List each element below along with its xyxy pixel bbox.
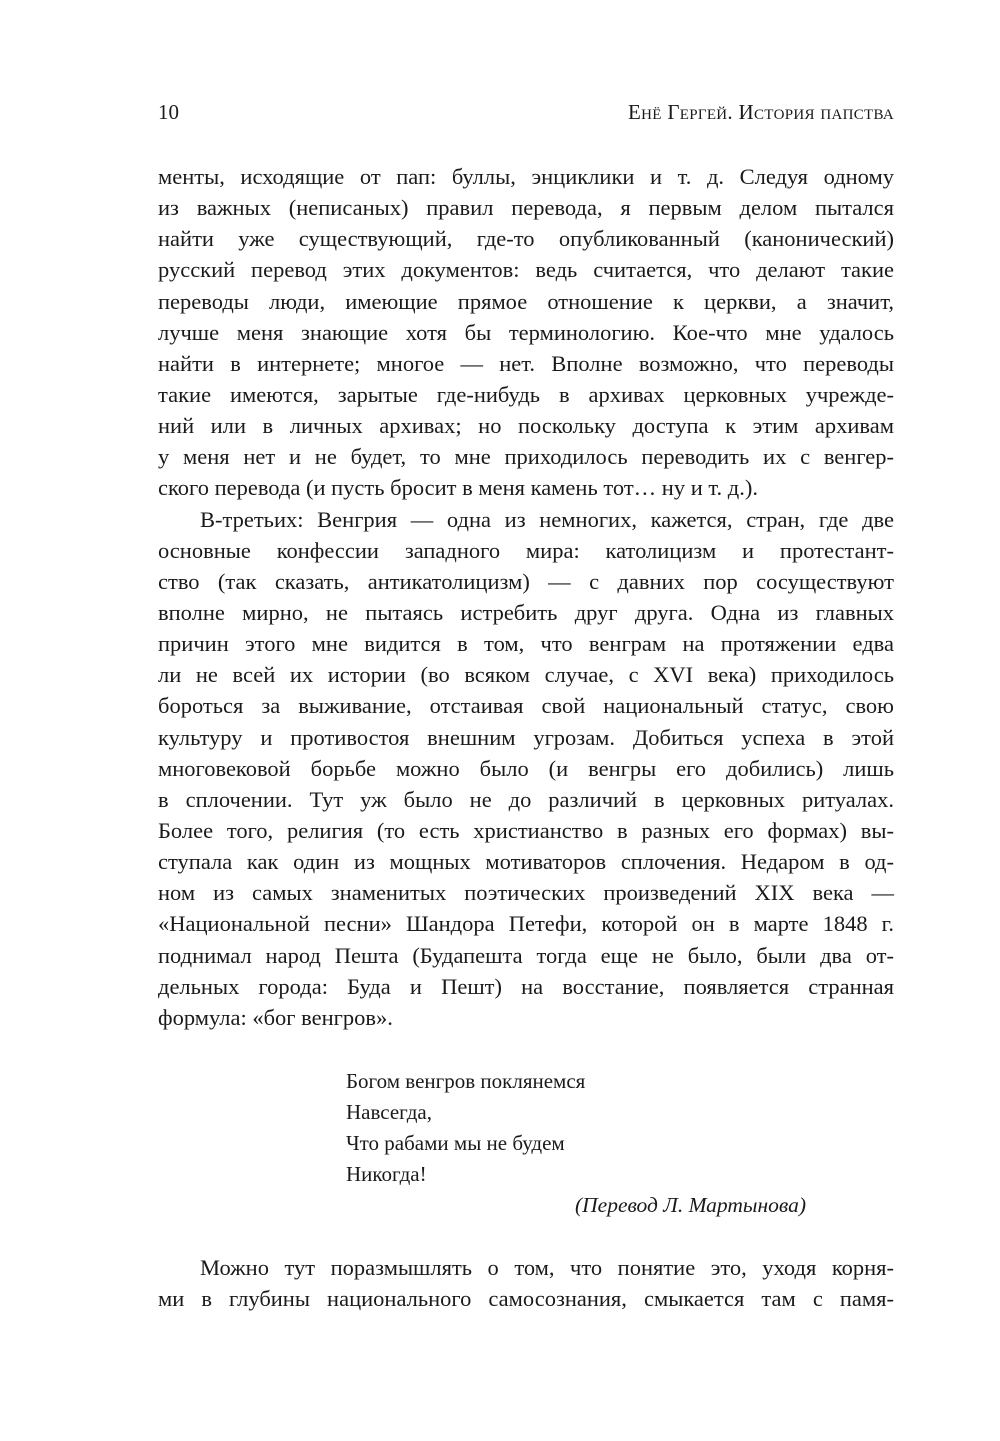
text-line: дельных города: Буда и Пешт) на восстание, появляется странная: [158, 973, 894, 999]
text-line: ского перевода (и пусть бросит в меня камень тот… ну и т. д.).: [158, 475, 758, 501]
poem-attribution: (Перевод Л. Мартынова): [574, 1193, 806, 1217]
text-line: русский перевод этих документов: ведь считается, что делают такие: [158, 257, 894, 283]
text-line: менты, исходящие от пап: буллы, энциклики и т. д. Следуя одному: [158, 164, 894, 189]
text-line: поднимал народ Пешта (Будапешта тогда еще не было, были два от-: [158, 942, 894, 968]
text-line: вполне мирно, не пытаясь истребить друг друга. Одна из главных: [158, 599, 894, 625]
text-line: «Национальной песни» Шандора Петефи, которой он в марте 1848 г.: [158, 911, 894, 937]
poem-line: Что рабами мы не будем: [346, 1131, 565, 1156]
text-line: в сплочении. Тут уж было не до различий в церковных ритуалах.: [158, 786, 894, 812]
text-line: бороться за выживание, отстаивая свой национальный статус, свою: [158, 693, 894, 719]
text-line: ном из самых знаменитых поэтических произведений XIX века —: [158, 880, 894, 906]
paragraph: [158, 1252, 894, 1314]
poem-line: Навсегда,: [346, 1100, 432, 1125]
text-line: найти в интернете; многое — нет. Вполне возможно, что переводы: [158, 350, 894, 376]
paragraph: [158, 161, 894, 504]
text-line: В-третьих: Венгрия — одна из немногих, кажется, стран, где две: [200, 506, 894, 532]
text-line: Более того, религия (то есть христианство в разных его формах) вы-: [158, 817, 894, 843]
text-line: причин этого мне видится в том, что венграм на протяжении едва: [158, 631, 894, 657]
text-line: лучше меня знающие хотя бы терминологию. Кое-что мне удалось: [158, 319, 894, 345]
poem-line: Богом венгров поклянемся: [346, 1069, 586, 1093]
text-line: из важных (неписаных) правил перевода, я первым делом пытался: [158, 195, 894, 221]
text-line: переводы люди, имеющие прямое отношение к церкви, а значит,: [158, 288, 894, 314]
text-line: Можно тут поразмышлять о том, что понятие это, уходя корня-: [200, 1255, 894, 1280]
text-line: такие имеются, зарытые где-нибудь в архивах церковных учрежде-: [158, 381, 894, 407]
text-line: культуру и противостоя внешним угрозам. Добиться успеха в этой: [158, 724, 894, 750]
main-text: [158, 161, 894, 1033]
poem-line: Никогда!: [346, 1162, 427, 1187]
text-line: ми в глубины национального самосознания, смыкается там с памя-: [158, 1286, 894, 1312]
text-line: ступала как один из мощных мотиваторов сплочения. Недаром в од-: [158, 849, 894, 875]
text-line: формула: «бог венгров».: [158, 1004, 393, 1030]
text-line: ний или в личных архивах; но поскольку доступа к этим архивам: [158, 413, 894, 439]
text-line: многовековой борьбе можно было (и венгры его добились) лишь: [158, 755, 894, 781]
text-line: ли не всей их истории (во всяком случае, с XVI века) приходилось: [158, 662, 894, 688]
page-number: 10: [158, 100, 179, 124]
paragraph: [158, 504, 894, 1033]
running-title: Енё Гергей. История папства: [628, 100, 894, 124]
text-line: ство (так сказать, антикатолицизм) — с давних пор сосуществуют: [158, 568, 894, 594]
text-line: основные конфессии западного мира: католицизм и протестант-: [158, 537, 894, 563]
poem-quote: [346, 1066, 585, 1191]
running-header: [158, 100, 894, 130]
text-line: у меня нет и не будет, то мне приходилось переводить их с венгер-: [158, 444, 894, 470]
text-line: найти уже существующий, где-то опубликованный (канонический): [158, 226, 894, 252]
